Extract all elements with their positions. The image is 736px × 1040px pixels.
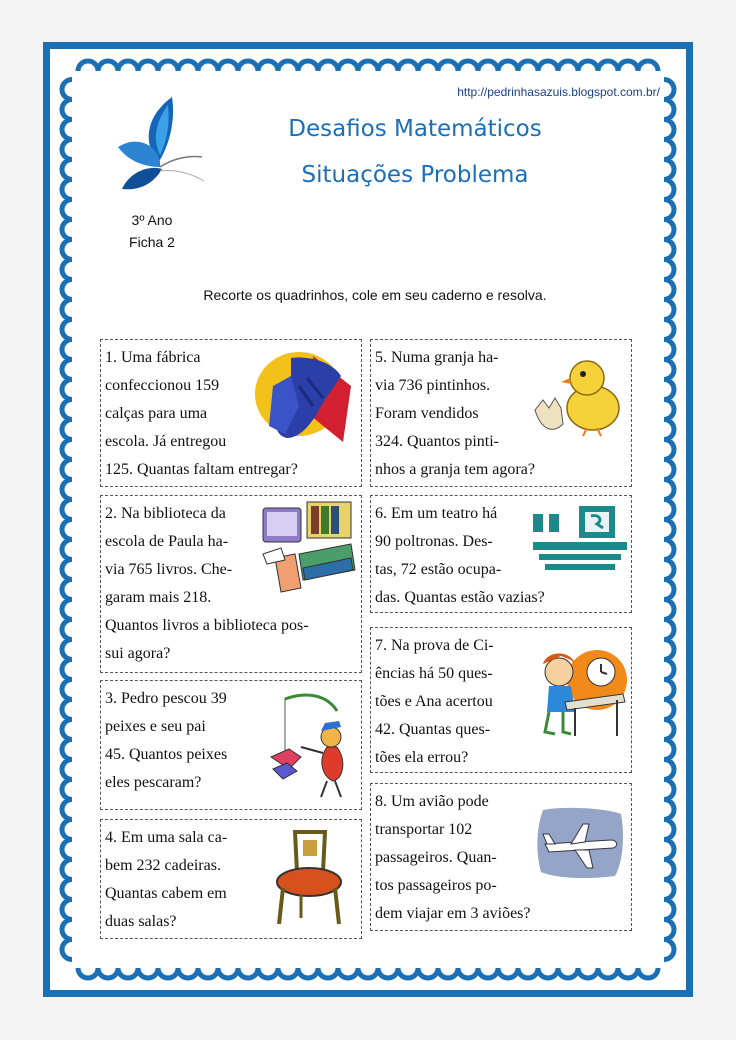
sheet-number: Ficha 2 [129, 234, 175, 250]
theater-icon [533, 502, 627, 572]
problem-text: 3. Pedro pescou 39 peixes e seu pai 45. Quantos peixes eles pescaram? [105, 690, 228, 791]
books-icon [255, 498, 359, 598]
problem-text: 2. Na biblioteca da escola de Paula ha- via 765 livros. Che- garam mais 218. Quantos livros a biblioteca pos- sui agora? [105, 505, 309, 662]
problem-text: 8. Um avião pode transportar 102 passageiros. Quan- tos passageiros po- dem viajar em 3 aviões? [375, 793, 531, 922]
worksheet [43, 42, 693, 997]
problem-card-1 [100, 339, 362, 487]
problem-text: 4. Em uma sala ca- bem 232 cadeiras. Quantas cabem em duas salas? [105, 829, 228, 930]
problem-card-4 [100, 819, 362, 939]
problem-card-6 [370, 495, 632, 613]
problem-text: 7. Na prova de Ci- ências há 50 ques- tões e Ana acertou 42. Quantas ques- tões ela errou? [375, 637, 494, 766]
problem-card-7 [370, 627, 632, 773]
instructions: Recorte os quadrinhos, cole em seu caderno e resolva. [203, 287, 547, 303]
problem-text: 1. Uma fábrica confeccionou 159 calças para uma escola. Já entregou 125. Quantas faltam entregar? [105, 349, 298, 478]
problem-text: 5. Numa granja ha- via 736 pintinhos. Foram vendidos 324. Quantos pinti- nhos a granja tem agora? [375, 349, 535, 478]
problem-card-5 [370, 339, 632, 487]
grade-label [112, 209, 192, 253]
problem-card-3 [100, 680, 362, 810]
page-subtitle: Situações Problema [301, 162, 529, 188]
problem-card-8 [370, 783, 632, 931]
chick-icon [533, 354, 625, 438]
page-title: Desafios Matemáticos [288, 116, 542, 142]
chair-icon [273, 828, 345, 928]
problem-card-2 [100, 495, 362, 673]
blog-url[interactable]: http://pedrinhasazuis.blogspot.com.br/ [457, 85, 660, 99]
student-icon [531, 642, 629, 742]
butterfly-icon [110, 93, 210, 201]
grade-year: 3º Ano [131, 212, 173, 228]
airplane-icon [535, 806, 625, 880]
problem-text: 6. Em um teatro há 90 poltronas. Des- tas, 72 estão ocupa- das. Quantas estão vazias? [375, 505, 545, 606]
pants-icon [251, 346, 357, 446]
fishing-icon [267, 691, 357, 803]
